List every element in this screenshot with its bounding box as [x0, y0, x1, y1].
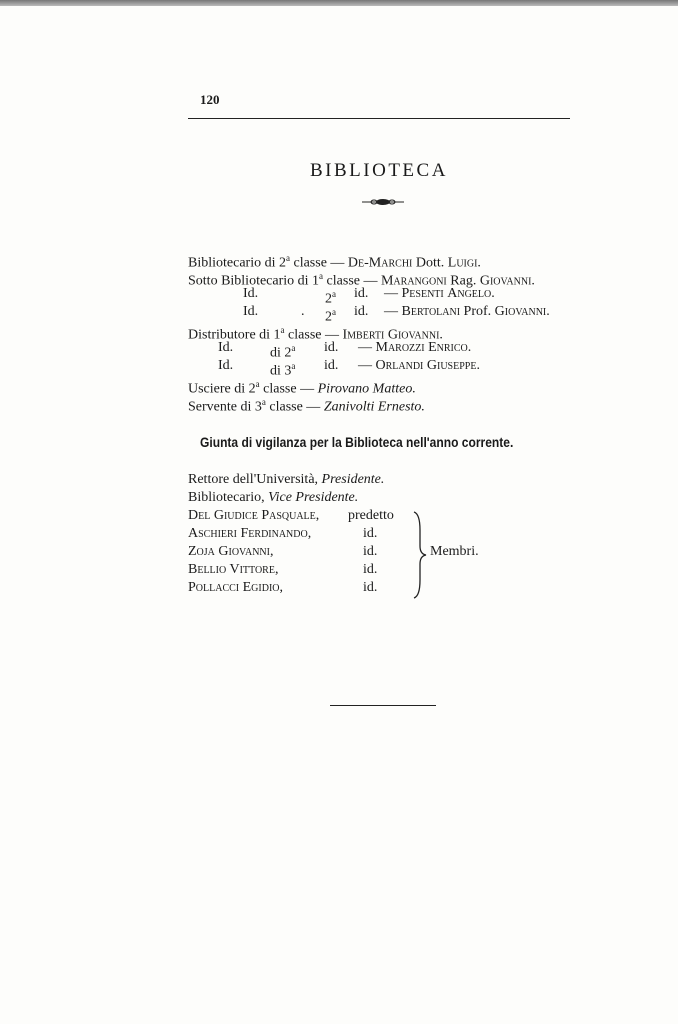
committee-member-note: id. — [363, 544, 378, 559]
committee-member-note: predetto — [348, 508, 394, 523]
committee-bibliotecario: Bibliotecario, Vice Presidente. — [188, 490, 359, 505]
committee-member-name: Aschieri Ferdinando, — [188, 526, 312, 541]
staff-line-distributore: Distributore di 1$^a$ classe — Imberti Giovanni. — [188, 325, 443, 343]
committee-member-name: Pollacci Egidio, — [188, 580, 283, 595]
committee-member-name: Del Giudice Pasquale, — [188, 508, 320, 523]
page-number: 120 — [200, 92, 220, 107]
staff-line-bibliotecario: Bibliotecario di 2$^a$ classe — De-Marchi Dott. Luigi. — [188, 253, 481, 271]
committee-member-name: Zoja Giovanni, — [188, 544, 274, 559]
staff-line-marozzi: Id. di 2$^a$ id. — Marozzi Enrico. — [218, 340, 472, 361]
committee-member-note: id. — [363, 580, 378, 595]
staff-line-pesenti: Id. 2$^a$ id. — Pesenti Angelo. — [243, 286, 495, 307]
staff-line-servente: Servente di 3$^a$ classe — Zanivolti Ernesto. — [188, 397, 425, 415]
committee-rettore: Rettore dell'Università, Presidente. — [188, 472, 385, 487]
staff-line-orlandi: Id. di 3$^a$ id. — Orlandi Giuseppe. — [218, 358, 480, 379]
closing-rule — [330, 705, 436, 706]
ornament-divider — [362, 196, 404, 208]
staff-line-usciere: Usciere di 2$^a$ classe — Pirovano Matteo. — [188, 379, 416, 397]
header-rule — [188, 118, 570, 119]
staff-line-sotto-bibliotecario: Sotto Bibliotecario di 1$^a$ classe — Marangoni Rag. Giovanni. — [188, 271, 535, 289]
committee-member-note: id. — [363, 562, 378, 577]
page-title: BIBLIOTECA — [310, 160, 448, 181]
committee-member-name: Bellio Vittore, — [188, 562, 279, 577]
scan-top-edge — [0, 0, 678, 6]
committee-member-note: id. — [363, 526, 378, 541]
committee-heading: Giunta di vigilanza per la Biblioteca nell'anno corrente. — [200, 434, 514, 450]
members-brace — [406, 510, 428, 600]
members-label: Membri. — [430, 544, 479, 559]
staff-line-bertolani: Id. . 2$^a$ id. — Bertolani Prof. Giovanni. — [243, 304, 550, 325]
